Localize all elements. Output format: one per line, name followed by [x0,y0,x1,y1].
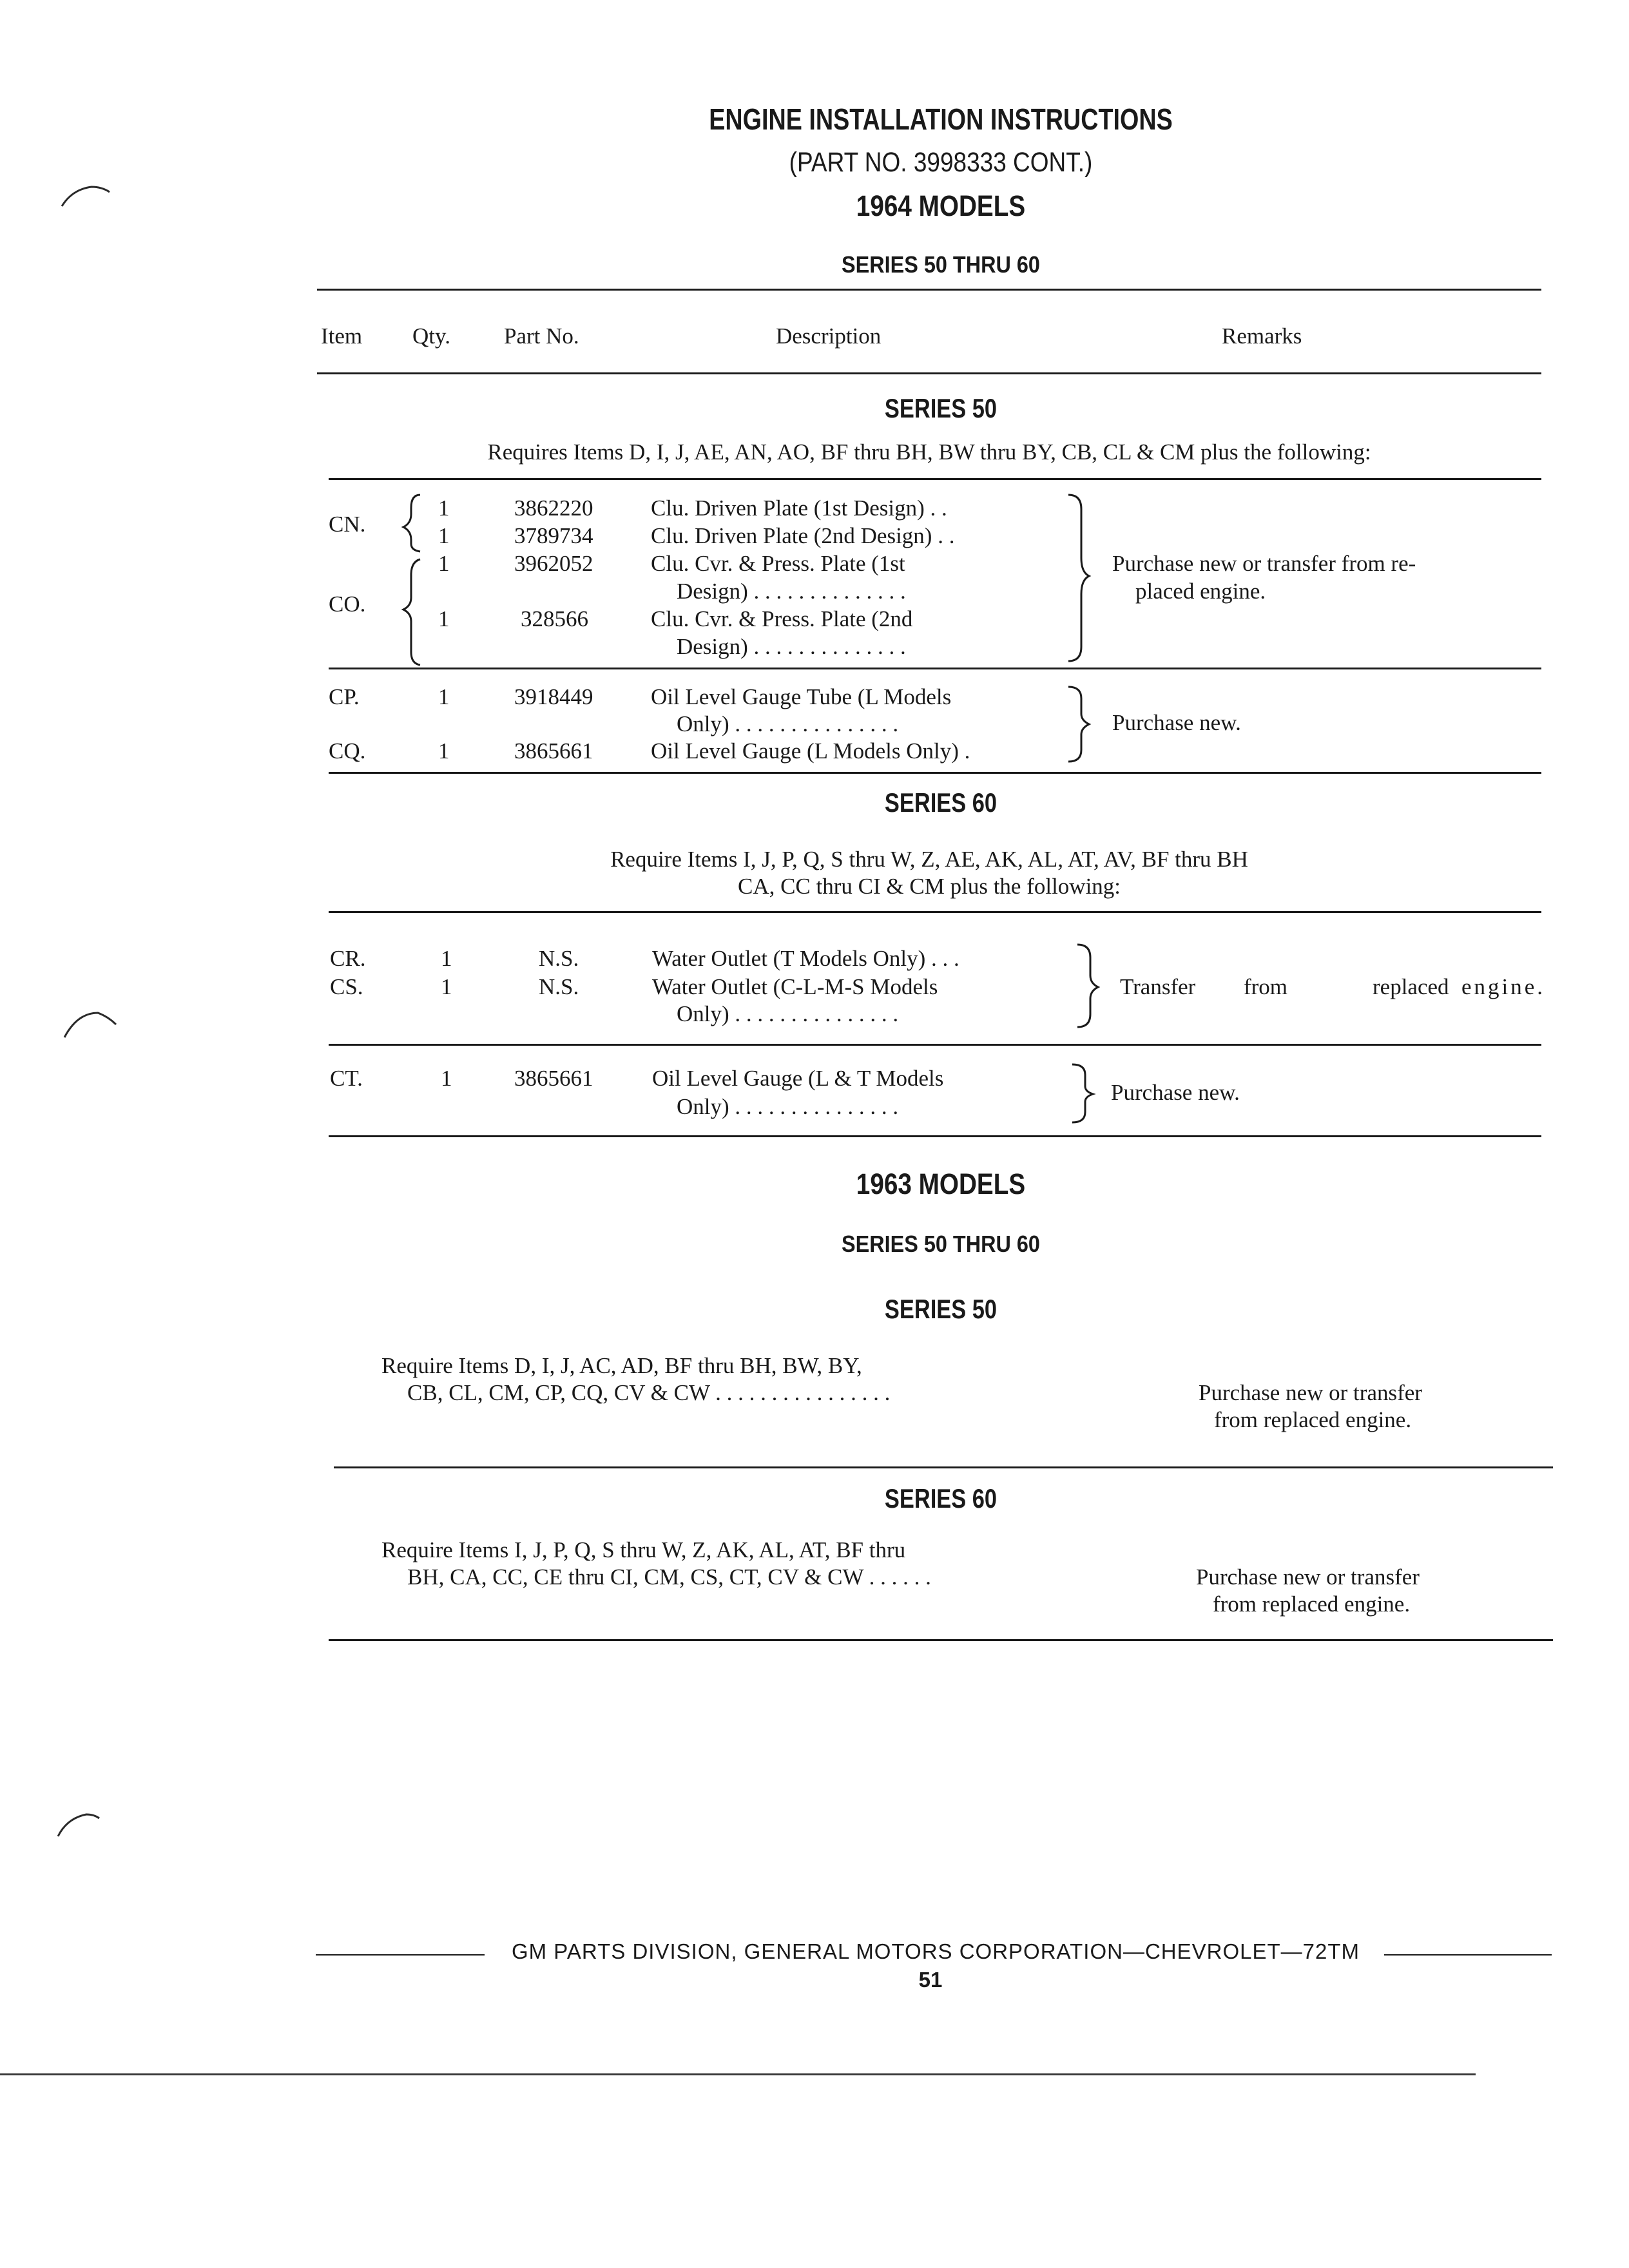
remarks-cell: Purchase new or transfer from re- [1112,551,1416,576]
models-1963-heading: 1963 MODELS [856,1168,1026,1200]
series-50-rule-1 [329,478,1541,480]
remarks-word: Transfer [1120,974,1196,999]
series-60-1963-requirement: Require Items I, J, P, Q, S thru W, Z, AK, AL, AT, BF thru [381,1537,906,1562]
remarks-cell: Purchase new. [1111,1080,1240,1105]
description-cell: Clu. Cvr. & Press. Plate (1st [651,551,905,576]
series-50-heading: SERIES 50 [884,393,998,423]
column-header-item: Item [321,323,363,349]
remarks-brace [1063,491,1095,665]
series-50-1963-remarks: Purchase new or transfer [1199,1380,1422,1405]
series-50-rule-2 [329,668,1541,669]
description-cell: Water Outlet (T Models Only) . . . [652,946,959,971]
part-no-cell: 3962052 [514,551,593,576]
item-cq: CQ. [329,738,366,764]
description-cell: Oil Level Gauge Tube (L Models [651,684,952,709]
series-60-1963-heading: SERIES 60 [884,1483,998,1514]
remarks-cell: Purchase new. [1112,710,1241,735]
page-number: 51 [918,1968,943,1992]
column-header-description: Description [776,323,882,349]
qty-cell: 1 [438,495,450,521]
remarks-word: from [1244,974,1288,999]
remarks-word: engine. [1461,974,1546,999]
part-no-cell: 3918449 [514,684,593,709]
series-60-1963-requirement-continued: BH, CA, CC, CE thru CI, CM, CS, CT, CV & CW . . . . . . [407,1564,931,1590]
item-cn: CN. [329,512,366,537]
series-50-1963-requirement: Require Items D, I, J, AC, AD, BF thru BH, BW, BY, [381,1353,862,1378]
description-cell-continued: Only) . . . . . . . . . . . . . . . [677,1001,899,1026]
scan-edge-line [0,2073,1476,2075]
series-60-requirement-continued: CA, CC thru CI & CM plus the following: [737,874,1121,899]
part-no-cell: 3862220 [514,495,593,521]
column-header-qty: Qty. [412,323,450,349]
item-brace-left [394,490,427,670]
description-cell: Clu. Driven Plate (2nd Design) . . [651,523,955,548]
description-cell: Water Outlet (C-L-M-S Models [652,974,938,999]
description-cell: Oil Level Gauge (L & T Models [652,1066,944,1091]
remarks-word: replaced [1373,974,1449,999]
remarks-cell-continued: placed engine. [1135,579,1266,604]
column-header-part-no: Part No. [504,323,579,349]
footer-rule-right [1384,1954,1552,1956]
series-50-requirement: Requires Items D, I, J, AE, AN, AO, BF thru BH, BW thru BY, CB, CL & CM plus the following: [487,439,1371,465]
page-title: ENGINE INSTALLATION INSTRUCTIONS [709,102,1173,136]
remarks-brace [1072,941,1104,1032]
qty-cell: 1 [438,551,450,576]
part-number-subtitle: (PART NO. 3998333 CONT.) [789,147,1093,178]
footer-rule-left [316,1954,485,1956]
series-60-1963-rule [329,1639,1553,1641]
qty-cell: 1 [441,946,452,971]
part-no-cell: 328566 [521,606,588,631]
header-rule-bottom [317,372,1541,374]
scan-mark-top [59,178,117,210]
remarks-brace [1063,683,1095,767]
models-1964-heading: 1964 MODELS [856,189,1026,222]
column-header-remarks: Remarks [1222,323,1302,349]
description-cell: Clu. Driven Plate (1st Design) . . [651,495,947,521]
series-60-rule-1 [329,911,1541,913]
series-50-rule-3 [329,772,1541,774]
series-range-heading: SERIES 50 THRU 60 [842,251,1040,278]
remarks-brace [1067,1061,1099,1125]
qty-cell: 1 [441,1066,452,1091]
item-co: CO. [329,591,366,617]
series-50-1963-rule [334,1466,1553,1468]
scan-mark-lower [55,1804,107,1840]
series-60-requirement: Require Items I, J, P, Q, S thru W, Z, AE, AK, AL, AT, AV, BF thru BH [610,847,1248,872]
item-cs: CS. [330,974,363,999]
description-cell-continued: Only) . . . . . . . . . . . . . . . [677,711,899,736]
qty-cell: 1 [441,974,452,999]
description-cell-continued: Only) . . . . . . . . . . . . . . . [677,1094,899,1119]
item-ct: CT. [330,1066,363,1091]
item-cr: CR. [330,946,366,971]
series-60-1963-remarks: Purchase new or transfer [1196,1564,1420,1590]
description-cell-continued: Design) . . . . . . . . . . . . . . [677,579,906,604]
scan-mark-middle [62,1003,120,1041]
part-no-cell: N.S. [539,974,579,999]
part-no-cell: 3865661 [514,738,593,764]
footer-text: GM PARTS DIVISION, GENERAL MOTORS CORPORATION—CHEVROLET—72TM [511,1939,1360,1963]
description-cell: Clu. Cvr. & Press. Plate (2nd [651,606,913,631]
qty-cell: 1 [438,523,450,548]
series-60-rule-3 [329,1135,1541,1137]
part-no-cell: 3865661 [514,1066,593,1091]
header-rule-top [317,289,1541,291]
series-50-1963-requirement-continued: CB, CL, CM, CP, CQ, CV & CW . . . . . . . . . . . . . . . . [407,1380,891,1405]
part-no-cell: 3789734 [514,523,593,548]
series-60-rule-2 [329,1044,1541,1046]
series-60-heading: SERIES 60 [884,787,998,818]
qty-cell: 1 [438,606,450,631]
series-range-1963-heading: SERIES 50 THRU 60 [842,1231,1040,1257]
qty-cell: 1 [438,738,450,764]
item-cp: CP. [329,684,360,709]
part-no-cell: N.S. [539,946,579,971]
description-cell-continued: Design) . . . . . . . . . . . . . . [677,634,906,659]
series-50-1963-heading: SERIES 50 [884,1294,998,1324]
qty-cell: 1 [438,684,450,709]
series-50-1963-remarks-continued: from replaced engine. [1214,1407,1412,1432]
series-60-1963-remarks-continued: from replaced engine. [1213,1591,1411,1617]
description-cell: Oil Level Gauge (L Models Only) . [651,738,970,764]
